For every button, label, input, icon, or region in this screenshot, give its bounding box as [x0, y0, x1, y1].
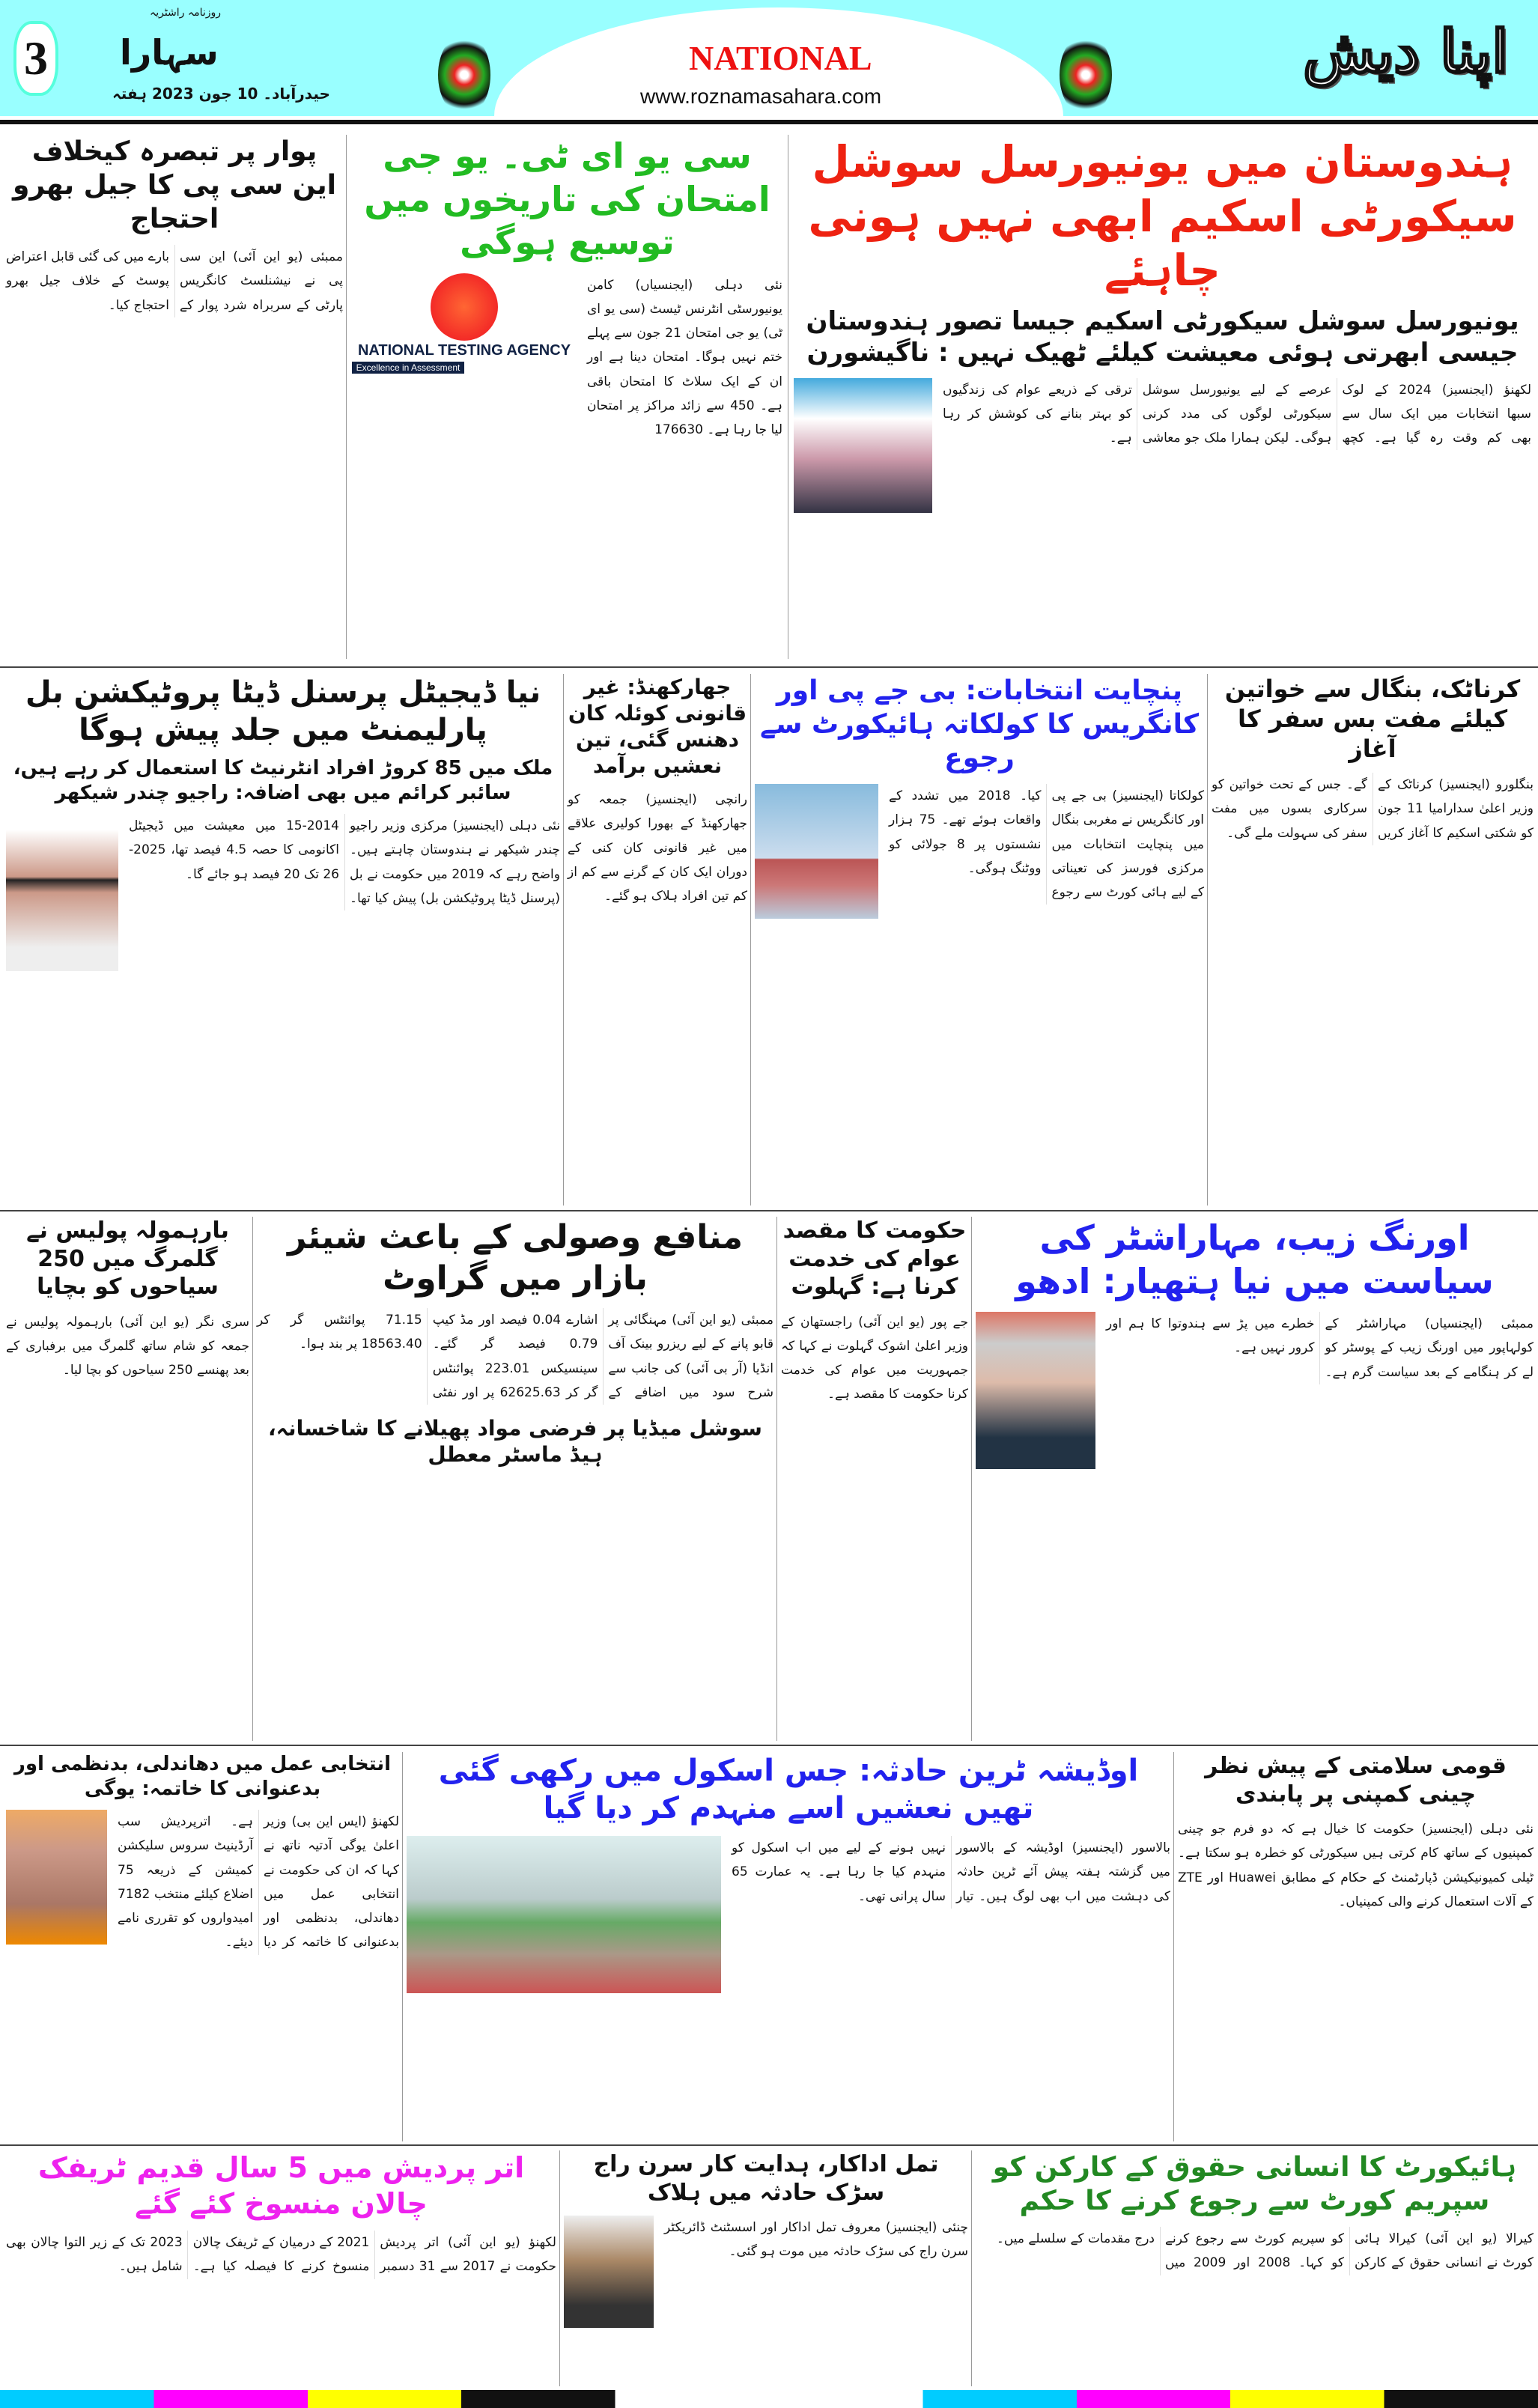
newspaper-logo: سہارا	[120, 32, 219, 73]
article-body: بالاسور (ایجنسیز) اوڈیشہ کے بالاسور میں گزشتہ ہفتہ پیش آئے ٹرین حادثہ کی دہشت میں اب بھی لوگ ہیں۔ تیار نہیں ہونے کے لیے میں اب اسکول کو منہدم کیا جا رہا ہے۔ یہ عمارت 65 سال پرانی تھی۔	[732, 1840, 1170, 1904]
article-body: ممبئی (یو این آئی) این سی پی نے نیشنلسٹ کانگریس پارٹی کے سربراہ شرد پوار کے بارے میں کی گئی قابل اعتراض پوسٹ کے خلاف جیل بھرو احتجاج کیا۔	[6, 249, 343, 313]
article-yogi[interactable]	[6, 1752, 399, 1955]
logo-tagline: روزنامہ راشٹریہ	[150, 7, 222, 19]
article-gehlot[interactable]	[781, 1217, 968, 1407]
article-data-protection-bill[interactable]	[6, 674, 560, 971]
dateline: حیدرآباد۔ 10 جون 2023 ہفتہ	[112, 85, 330, 103]
saran-raj-photo	[564, 2216, 654, 2328]
article-cuet[interactable]	[352, 135, 782, 443]
article-jharkhand-mine[interactable]	[568, 674, 747, 908]
headline: تمل اداکار، ہدایت کار سرن راج سڑک حادثہ میں ہلاک	[593, 2151, 939, 2206]
article-body: لکھنؤ (ایس این بی) وزیر اعلیٰ یوگی آدتیہ ناتھ نے کہا کہ ان کی حکومت نے انتخابی عمل میں دھاندلی، بدنظمی اور بدعنوانی کا خاتمہ کر دیا ہے۔ اترپردیش سب آرڈینیٹ سروس سلیکشن کمیشن کے ذریعہ 75 اضلاع کیلئے منتخب 7182 امیدواروں کو تقرری نامے دیئے۔	[118, 1814, 399, 1951]
headline: منافع وصولی کے باعث شیئر بازار میں گراوٹ	[288, 1218, 743, 1298]
headline: حکومت کا مقصد عوام کی خدمت کرنا ہے: گہلوت	[782, 1217, 967, 1300]
article-body: نئی دہلی (ایجنسیاں) کامن یونیورسٹی انٹرنس ٹیسٹ (سی یو ای ٹی) یو جی امتحان 21 جون سے پہلے ختم نہیں ہوگا۔ امتحان دینا ہے اور ان کے ایک سلاٹ کا امتحان باقی ہے۔ 450 سے زائد مراکز پر امتحان لیا جا رہا ہے۔ 176630	[587, 277, 782, 438]
headline: اوڈیشہ ٹرین حادثہ: جس اسکول میں رکھی گئی تھیں نعشیں اسے منہدم کر دیا گیا	[438, 1754, 1139, 1825]
article-ubi[interactable]	[794, 135, 1531, 513]
article-body: نئی دہلی (ایجنسیز) حکومت کا خیال ہے کہ دو فرم جو چینی کمپنیوں کے ساتھ کام کرتی ہیں سیکورٹی کو خطرہ ہو سکتا ہے۔ ٹیلی کمیونیکیشن ڈپارٹمنٹ کے حکام کے مطابق Huawei اور ZTE کے آلات استعمال کرنے والی کمپنیاں۔	[1178, 1822, 1534, 1909]
headline: کرناٹک، بنگال سے خواتین کیلئے مفت بس سفر کا آغاز	[1224, 675, 1521, 763]
article-body: سری نگر (یو این آئی) بارہمولہ پولیس نے جمعہ کو شام ساتھ گلمرگ میں برفباری کے بعد پھنسے 250 سیاحوں کو بچا لیا۔	[6, 1314, 249, 1378]
website-url[interactable]: www.roznamasahara.com	[640, 85, 882, 108]
article-traffic-challan[interactable]	[6, 2150, 556, 2279]
starburst-icon	[1060, 34, 1112, 116]
article-high-court[interactable]	[976, 2150, 1534, 2275]
nta-logo	[352, 273, 577, 375]
headline: نیا ڈیجیٹل پرسنل ڈیٹا پروٹیکشن بل پارلیمنٹ میں جلد پیش ہوگا	[25, 675, 541, 747]
headline: انتخابی عمل میں دھاندلی، بدنظمی اور بدعنوانی کا خاتمہ: یوگی	[13, 1753, 392, 1800]
article-body: رانچی (ایجنسیز) جمعہ کو جھارکھنڈ کے بھورا کولیری علاقے میں غیر قانونی کان کنی کے دوران ایک کان کے گرنے سے کم از کم تین افراد ہلاک ہو گئے۔	[568, 792, 747, 904]
article-share-market[interactable]	[257, 1217, 773, 1468]
headline: اورنگ زیب، مہاراشٹر کی سیاست میں نیا ہتھیار: ادھو	[1015, 1217, 1494, 1301]
headline-teacher-suspended: سوشل میڈیا پر فرضی مواد پھیلانے کا شاخسانہ، ہیڈ ماسٹر معطل	[268, 1416, 762, 1468]
calcutta-high-court-photo	[755, 784, 878, 919]
headline: سی یو ای ٹی۔ یو جی امتحان کی تاریخوں میں توسیع ہوگی	[364, 136, 770, 262]
article-body: بنگلورو (ایجنسیز) کرناٹک کے وزیر اعلیٰ سدارامیا 11 جون کو شکتی اسکیم کا آغاز کریں گے۔ جس کے تحت خواتین کو سرکاری بسوں میں مفت سفر کی سہولت ملے گی۔	[1212, 777, 1534, 841]
article-baramulla[interactable]	[6, 1217, 249, 1382]
uddhav-thackeray-photo	[976, 1312, 1095, 1469]
article-body: ممبئی (یو این آئی) مہنگائی پر قابو پانے کے لیے ریزرو بینک آف انڈیا (آر بی آئی) کی جانب سے شرح سود میں اضافے کے اشارے 0.04 فیصد اور مڈ کیپ 0.79 فیصد گر گئے۔ سینسیکس 223.01 پوائنٹس گر کر 62625.63 پر اور نفٹی 71.15 پوائنٹس گر کر 18563.40 پر بند ہوا۔	[257, 1313, 773, 1400]
article-aurangzeb-uddhav[interactable]	[976, 1217, 1534, 1469]
color-registration-bar	[0, 2390, 1538, 2408]
headline: ہندوستان میں یونیورسل سوشل سیکورٹی اسکیم ابھی نہیں ہونی چاہئے	[808, 136, 1517, 296]
article-body: ممبئی (ایجنسیاں) مہاراشٹر کے کولہاپور میں اورنگ زیب کے پوسٹر کو لے کر ہنگامے کے بعد سیاست گرم ہے۔ خطرے میں پڑ سے ہندوتوا کا ہم اور کرور نہیں ہے۔	[1106, 1316, 1534, 1380]
headline: پوار پر تبصرہ کیخلاف این سی پی کا جیل بھرو احتجاج	[13, 136, 336, 234]
train-accident-photo	[407, 1836, 721, 1993]
article-karnataka-free-bus[interactable]	[1212, 674, 1534, 845]
nageswaran-photo	[794, 378, 932, 513]
article-body: کیرالا (یو این آئی) کیرالا ہائی کورٹ نے انسانی حقوق کے کارکن کو سپریم کورٹ سے رجوع کرنے کو کہا۔ 2008 اور 2009 میں درج مقدمات کے سلسلے میں۔	[996, 2231, 1534, 2271]
article-pawar[interactable]	[6, 135, 343, 317]
article-body: جے پور (یو این آئی) راجستھان کے وزیر اعلیٰ اشوک گہلوت نے کہا کہ جمہوریت میں عوام کی خدمت کرنا حکومت کا مقصد ہے۔	[781, 1314, 968, 1402]
article-body: نئی دہلی (ایجنسیز) مرکزی وزیر راجیو چندر شیکھر نے ہندوستان چاہتے ہیں۔ واضح رہے کہ 2019 میں حکومت نے بل (پرسنل ڈیٹا پروٹیکشن بل) پیش کیا تھا۔ 2014-15 میں معیشت میں ڈیجیٹل اکانومی کا حصہ 4.5 فیصد تھا، 2025-26 تک 20 فیصد ہو جائے گا۔	[129, 818, 560, 906]
article-china-ban[interactable]	[1178, 1752, 1534, 1914]
headline: قومی سلامتی کے پیش نظر چینی کمپنی پر پابندی	[1205, 1753, 1507, 1807]
headline: بارہمولہ پولیس نے گلمرگ میں 250 سیاحوں کو بچایا	[26, 1217, 229, 1300]
starburst-icon	[438, 34, 490, 116]
article-body: کولکاتا (ایجنسیز) بی جے پی اور کانگریس نے مغربی بنگال میں پنچایت انتخابات میں مرکزی فورسز کی تعیناتی کے لیے ہائی کورٹ سے رجوع کیا۔ 2018 میں تشدد کے واقعات ہوئے تھے۔ 75 ہزار نشستوں پر 8 جولائی کو ووٹنگ ہوگی۔	[889, 788, 1204, 901]
edition-title: NATIONAL	[689, 39, 872, 77]
article-body: چنئی (ایجنسیز) معروف تمل اداکار اور اسسٹنٹ ڈائریکٹر سرن راج کی سڑک حادثہ میں موت ہو گئی۔	[664, 2220, 968, 2260]
headline: اتر پردیش میں 5 سال قدیم ٹریفک چالان منسوخ کئے گئے	[37, 2151, 525, 2220]
yogi-adityanath-photo	[6, 1810, 107, 1945]
nta-logo-text: NATIONAL TESTING AGENCY	[357, 341, 571, 359]
nta-logo-tagline: Excellence in Assessment	[352, 362, 464, 374]
article-tamil-actor[interactable]	[564, 2150, 968, 2328]
headline: پنچایت انتخابات: بی جے پی اور کانگریس کا کولکاتہ ہائیکورٹ سے رجوع	[759, 675, 1200, 773]
header-rule	[0, 120, 1538, 124]
section-title: اپنا دیش	[1303, 18, 1508, 86]
article-odisha-train[interactable]	[407, 1752, 1170, 1993]
subheadline: ملک میں 85 کروڑ افراد انٹرنیٹ کا استعمال کر رہے ہیں، سائبر کرائم میں بھی اضافہ: راجیو چندر شیکھر	[13, 757, 553, 804]
chandrasekhar-photo	[6, 814, 118, 971]
article-body: لکھنؤ (یو این آئی) اتر پردیش حکومت نے 2017 سے 31 دسمبر 2021 کے درمیان کے ٹریفک چالان منسوخ کرنے کا فیصلہ کیا ہے۔ 2023 تک کے زیر التوا چالان بھی شامل ہیں۔	[6, 2235, 557, 2275]
page-number: 3	[13, 21, 58, 96]
nta-emblem-icon	[431, 273, 498, 341]
article-panchayat-polls[interactable]	[755, 674, 1204, 919]
headline: ہائیکورٹ کا انسانی حقوق کے کارکن کو سپریم کورٹ سے رجوع کرنے کا حکم	[992, 2152, 1517, 2216]
headline: جھارکھنڈ: غیر قانونی کوئلہ کان دھنس گئی، تین نعشیں برآمد	[568, 675, 747, 778]
article-body: لکھنؤ (ایجنسیز) 2024 کے لوک سبھا انتخابات میں ایک سال سے بھی کم وقت رہ گیا ہے۔ کچھ عرصے کے لیے یونیورسل سوشل سیکورٹی لوگوں کی مدد کرنی ہوگی۔ لیکن ہمارا ملک جو معاشی ترقی کے ذریعے عوام کی زندگیوں کو بہتر بنانے کی کوشش کر رہا ہے۔	[943, 382, 1531, 446]
subheadline: یونیورسل سوشل سیکورٹی اسکیم جیسا تصور ہندوستان جیسی ابھرتی ہوئی معیشت کیلئے ٹھیک نہیں : ناگیشورن	[806, 305, 1519, 368]
